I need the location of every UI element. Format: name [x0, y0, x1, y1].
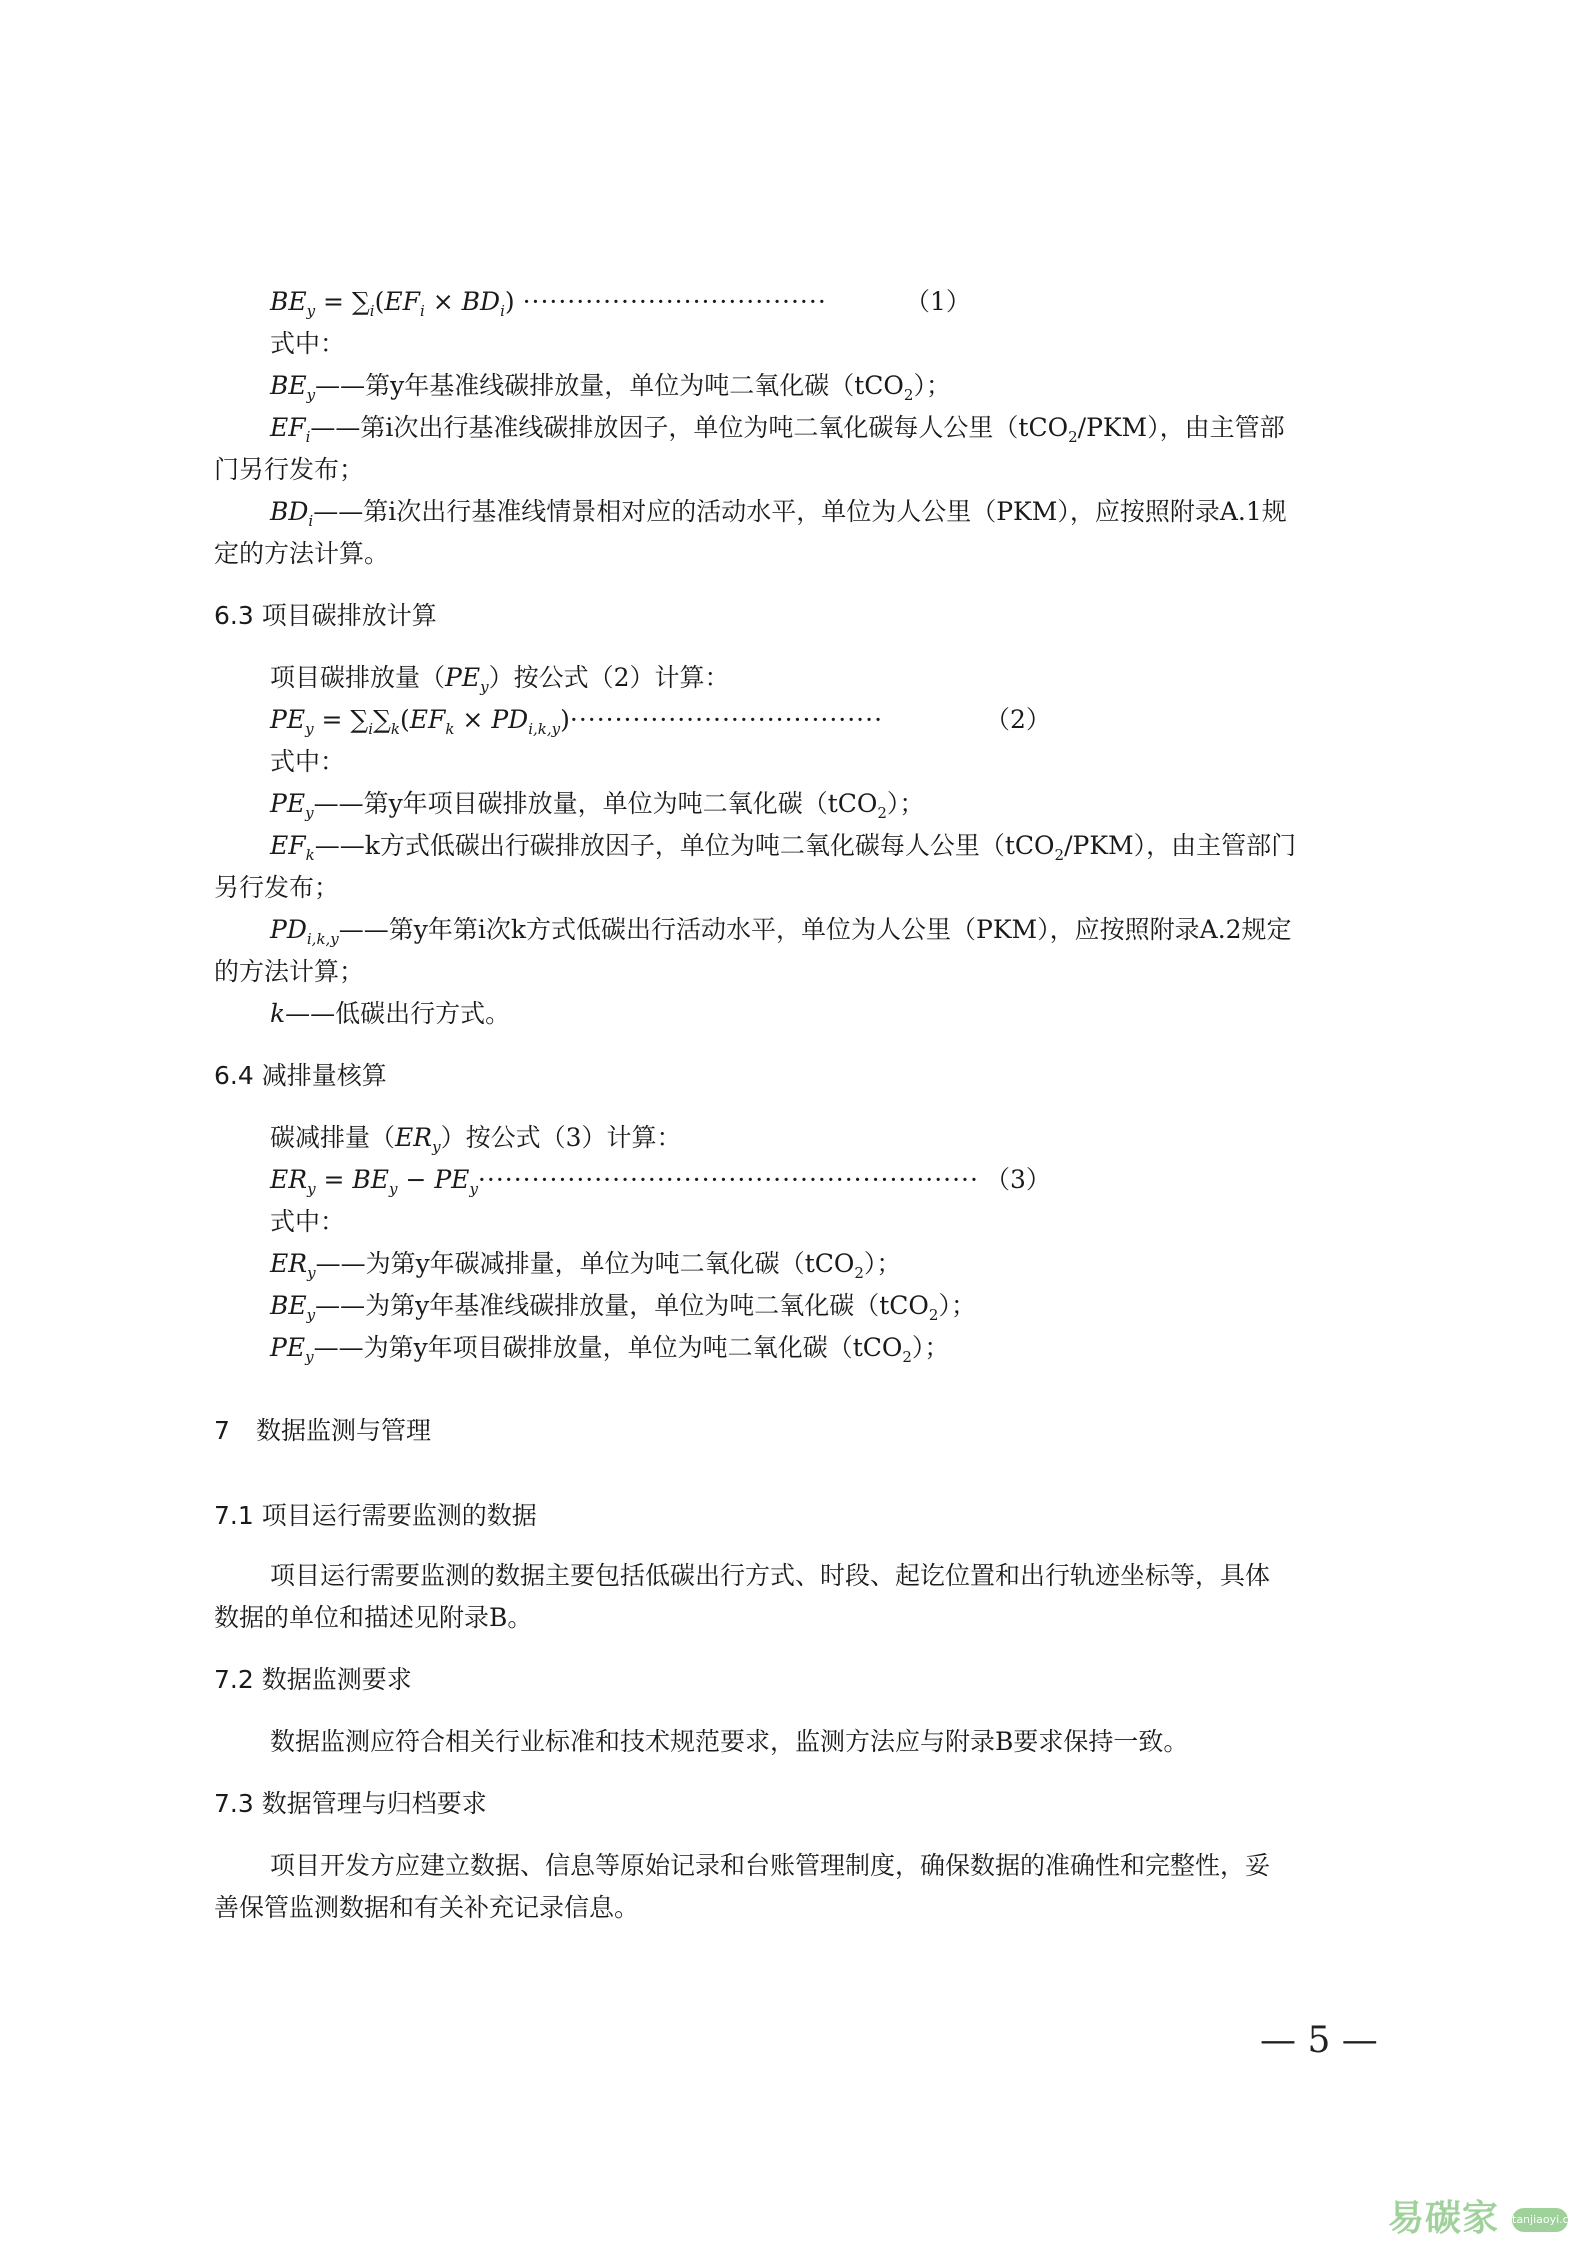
definition-pd: $PD_{i,k,y}——$第y年第i次k方式低碳出行活动水平，单位为人公里（PKM），应按照附录A.2规定: [270, 915, 1292, 948]
heading-chapter-7: 7 数据监测与管理: [214, 1416, 432, 1445]
definition-efi-cont: 门另行发布；: [214, 455, 365, 484]
eq1-lhs: BE: [270, 287, 307, 316]
definition-bey-2: $BE_y——$为第y年基准线碳排放量，单位为吨二氧化碳（tCO$_2$）；: [270, 1291, 976, 1324]
equation-2-number: （2）: [985, 705, 1051, 734]
heading-6-3: 6.3 项目碳排放计算: [214, 601, 437, 630]
paragraph-6-3-intro: 项目碳排放量$(PE_y)$按公式（2）计算：: [270, 663, 730, 696]
equation-3: $ER_y = BE_y - PE_y\cdot\cdot\cdot\cdot\cdot\cdot\cdot\cdot\cdot\cdot\cdot\cdot\cdot\cdot\cdot\cdot\cdot\cdot\cdot\cdot\cdot\cdot\cdot\cdot\cdot\cdot\cdot\cdot\cdot\cdot\cdot\cdot\cdot\cdot\cdot\cdot\cdot\cdot\cdot\cdot\cdot\cdot\cdot\cdot\cdot\cdot\cdot\cdot\cdot\cdot\cdot\cdot\cdot\cdot\cdot\cdot$: [270, 1165, 979, 1198]
equation-3-number: （3）: [985, 1165, 1051, 1194]
definition-efk: $EF_k——k$方式低碳出行碳排放因子，单位为吨二氧化碳每人公里（tCO$_2$/PKM），由主管部门: [270, 831, 1297, 864]
paragraph-7-2: 数据监测应符合相关行业标准和技术规范要求，监测方法应与附录B要求保持一致。: [270, 1727, 1189, 1756]
where-label: 式中：: [270, 747, 346, 776]
heading-7-3: 7.3 数据管理与归档要求: [214, 1789, 487, 1818]
watermark-logo: [1380, 2188, 1587, 2239]
definition-pd-cont: 的方法计算；: [214, 957, 365, 986]
where-label: 式中：: [270, 329, 346, 358]
definition-ery: $ER_y——$为第y年碳减排量，单位为吨二氧化碳（tCO$_2$）；: [270, 1249, 902, 1282]
definition-efi: $EF_i——$第i次出行基准线碳排放因子，单位为吨二氧化碳每人公里（tCO$_2$/PKM），由主管部: [270, 413, 1285, 446]
watermark-site: tanjiaoyi.com: [1512, 2208, 1568, 2232]
equation-1: $BE_y = \sum_i(EF_i \times BD_i)$ ··································: [270, 287, 827, 320]
definition-bey: $BE_y——$第y年基准线碳排放量，单位为吨二氧化碳（tCO$_2$）；: [270, 371, 951, 404]
paragraph-7-3-line-1: 项目开发方应建立数据、信息等原始记录和台账管理制度，确保数据的准确性和完整性，妥: [270, 1851, 1271, 1880]
equation-1-number: （1）: [905, 287, 971, 316]
heading-7-2: 7.2 数据监测要求: [214, 1665, 412, 1694]
definition-k: k——低碳出行方式。: [270, 999, 511, 1028]
paragraph-7-1-line-2: 数据的单位和描述见附录B。: [214, 1603, 533, 1632]
watermark-brand: 易碳家: [1388, 2198, 1500, 2239]
definition-bdi: $BD_i——$第i次出行基准线情景相对应的活动水平，单位为人公里（PKM），应按照附录A.1规: [270, 497, 1287, 530]
paragraph-6-4-intro: 碳减排量$(ER_y)$按公式（3）计算：: [270, 1123, 682, 1156]
page-number: — 5 —: [1260, 2020, 1378, 2061]
definition-pey: $PE_y——$第y年项目碳排放量，单位为吨二氧化碳（tCO$_2$）；: [270, 789, 925, 822]
paragraph-7-3-line-2: 善保管监测数据和有关补充记录信息。: [214, 1893, 640, 1922]
equation-2: $PE_y = \sum_i\sum_k(EF_k \times PD_{i,k,y})\cdot\cdot\cdot\cdot\cdot\cdot\cdot\cdot\cdot\cdot\cdot\cdot\cdot\cdot\cdot\cdot\cdot\cdot\cdot\cdot\cdot\cdot\cdot\cdot\cdot\cdot\cdot\cdot\cdot\cdot\cdot\cdot\cdot\cdot\cdot$: [270, 705, 884, 738]
where-label: 式中：: [270, 1207, 346, 1236]
paragraph-7-1-line-1: 项目运行需要监测的数据主要包括低碳出行方式、时段、起讫位置和出行轨迹坐标等，具体: [270, 1561, 1271, 1590]
heading-6-4: 6.4 减排量核算: [214, 1061, 387, 1090]
heading-7-1: 7.1 项目运行需要监测的数据: [214, 1501, 537, 1530]
definition-bdi-cont: 定的方法计算。: [214, 539, 390, 568]
definition-efk-cont: 另行发布；: [214, 873, 340, 902]
definition-pey-2: $PE_y——$为第y年项目碳排放量，单位为吨二氧化碳（tCO$_2$）；: [270, 1333, 950, 1366]
